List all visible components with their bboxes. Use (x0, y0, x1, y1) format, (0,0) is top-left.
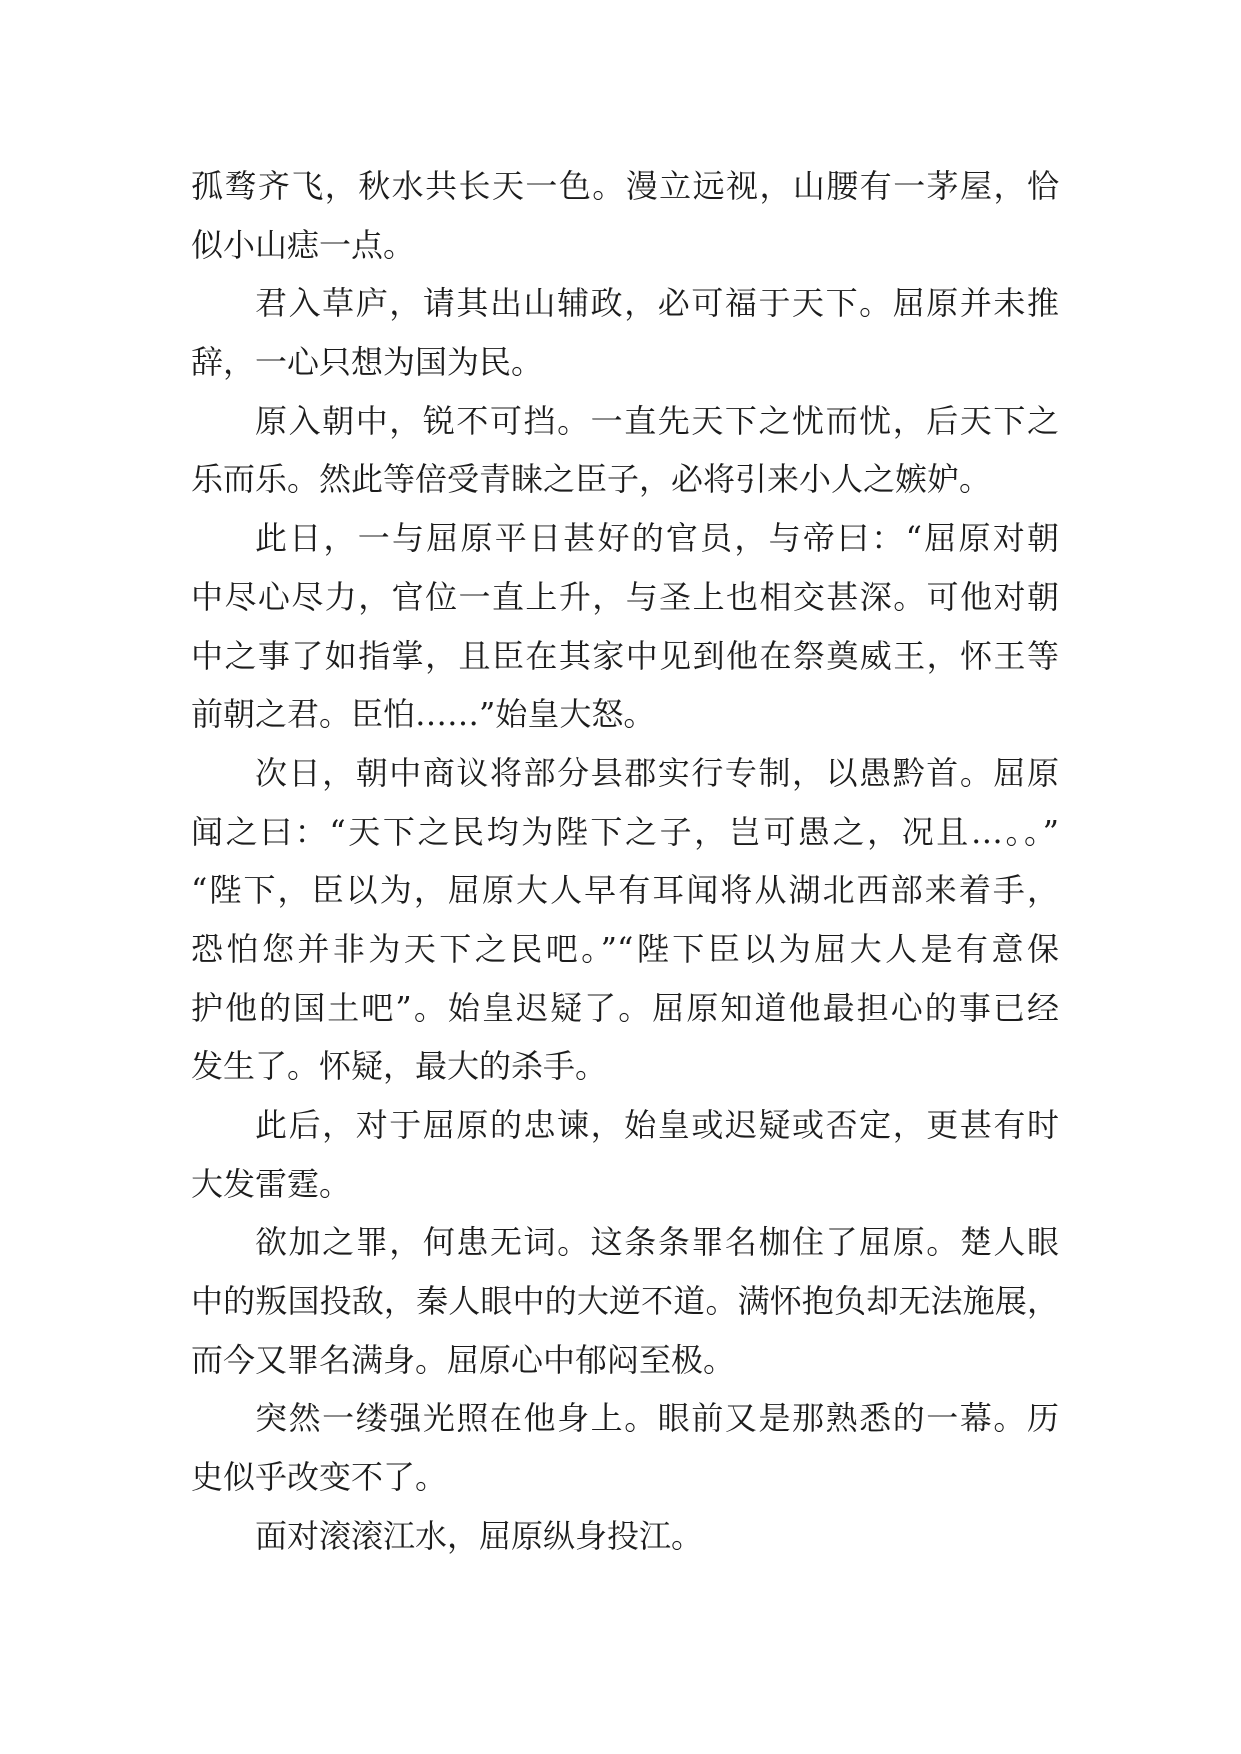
text-line: 前朝之君。臣怕……”始皇大怒。 (191, 695, 656, 734)
text-line: 原入朝中，锐不可挡。一直先天下之忧而忧，后天下之 (255, 401, 1059, 440)
text-line: 欲加之罪，何患无词。这条条罪名枷住了屈原。楚人眼 (255, 1223, 1059, 1262)
text-line: 乐而乐。然此等倍受青睐之臣子，必将引来小人之嫉妒。 (191, 460, 992, 499)
text-line: 恐怕您并非为天下之民吧。”“陛下臣以为屈大人是有意保 (191, 929, 1059, 968)
text-line: 次日，朝中商议将部分县郡实行专制，以愚黔首。屈原 (255, 753, 1059, 792)
paragraph (191, 1096, 1059, 1213)
text-line: 此后，对于屈原的忠谏，始皇或迟疑或否定，更甚有时 (255, 1106, 1059, 1144)
text-line: 大发雷霆。 (191, 1164, 352, 1203)
text-line: 辞，一心只想为国为民。 (191, 343, 544, 382)
text-line: 护他的国土吧”。始皇迟疑了。屈原知道他最担心的事已经 (191, 988, 1059, 1027)
text-line: 突然一缕强光照在他身上。眼前又是那熟悉的一幕。历 (255, 1399, 1059, 1438)
text-line: 中之事了如指掌，且臣在其家中见到他在祭奠威王，怀王等 (191, 636, 1059, 675)
text-line: 君入草庐，请其出山辅政，必可福于天下。屈原并未推 (255, 284, 1059, 323)
text-line: 此日，一与屈原平日甚好的官员，与帝曰：“屈原对朝 (255, 519, 1059, 558)
paragraph (191, 1507, 1059, 1566)
text-line: 而今又罪名满身。屈原心中郁闷至极。 (191, 1340, 736, 1379)
paragraph (191, 744, 1059, 1096)
text-line: 面对滚滚江水，屈原纵身投江。 (255, 1516, 704, 1555)
text-line: 中的叛国投敌，秦人眼中的大逆不道。满怀抱负却无法施展， (191, 1282, 1059, 1321)
body-text (191, 157, 1059, 1566)
paragraph (191, 392, 1059, 509)
paragraph (191, 509, 1059, 744)
text-line: 中尽心尽力，官位一直上升，与圣上也相交甚深。可他对朝 (191, 577, 1059, 616)
text-line: 史似乎改变不了。 (191, 1458, 448, 1497)
text-line: 发生了。怀疑，最大的杀手。 (191, 1047, 608, 1086)
text-line: 似小山痣一点。 (191, 225, 416, 264)
paragraph (191, 274, 1059, 391)
text-line: “陛下，臣以为，屈原大人早有耳闻将从湖北西部来着手， (191, 871, 1059, 910)
paragraph (191, 157, 1059, 274)
text-line: 孤骛齐飞，秋水共长天一色。漫立远视，山腰有一茅屋，恰 (191, 167, 1059, 205)
text-line: 闻之曰：“天下之民均为陛下之子，岂可愚之，况且…。。” (191, 812, 1059, 851)
paragraph (191, 1213, 1059, 1389)
paragraph (191, 1389, 1059, 1506)
